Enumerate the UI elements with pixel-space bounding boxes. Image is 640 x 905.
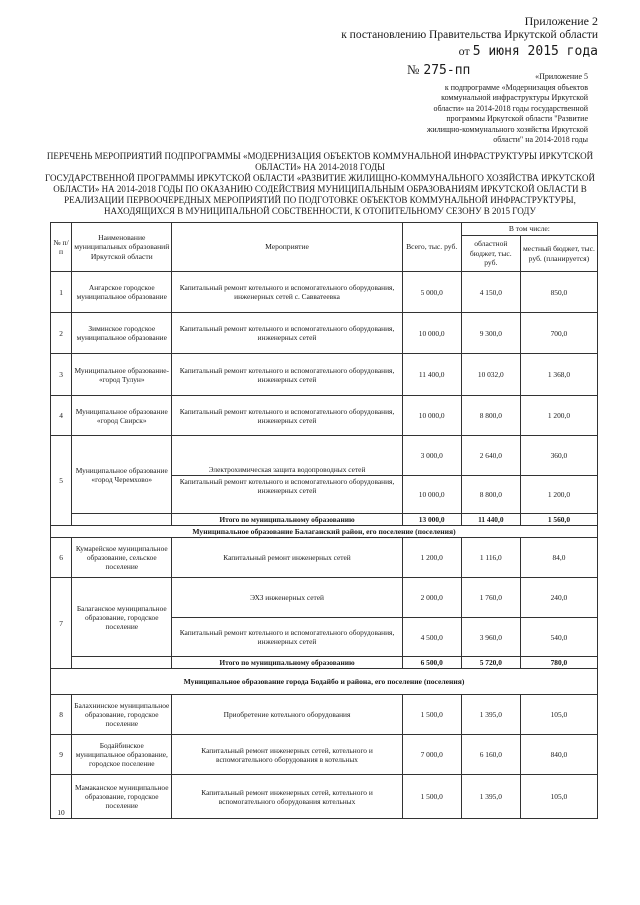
row-total: 4 500,0 xyxy=(402,618,461,657)
subtotal-empty xyxy=(72,657,172,669)
subtotal-row xyxy=(51,514,598,526)
row-name: Балаганское муниципальное образование, городское поселение xyxy=(72,578,172,657)
program-ref-line: «Приложение 5 xyxy=(535,72,588,81)
resolution-date xyxy=(298,44,598,59)
row-num: 10 xyxy=(51,775,72,819)
subtotal-regional: 11 440,0 xyxy=(461,514,520,526)
table-row xyxy=(51,272,598,313)
program-ref-line: к подпрограмме «Модернизация объектов xyxy=(444,82,588,92)
row-num: 5 xyxy=(51,436,72,526)
row-activity: Капитальный ремонт инженерных сетей, котельного и вспомогательного оборудования котельных xyxy=(172,775,402,819)
row-num: 9 xyxy=(51,735,72,775)
activities-table xyxy=(50,222,598,819)
table-row xyxy=(51,436,598,476)
row-local: 1 200,0 xyxy=(520,476,597,514)
row-total: 5 000,0 xyxy=(402,272,461,313)
row-activity: Капитальный ремонт инженерных сетей, котельного и вспомогательного оборудования в котельных xyxy=(172,735,402,775)
title-line: НАХОДЯЩИХСЯ В МУНИЦИПАЛЬНОЙ СОБСТВЕННОСТИ, К ОТОПИТЕЛЬНОМУ СЕЗОНУ В 2015 ГОДУ xyxy=(104,206,536,216)
row-activity: Приобретение котельного оборудования xyxy=(172,695,402,735)
row-regional: 9 300,0 xyxy=(461,313,520,354)
row-activity: Капитальный ремонт котельного и вспомогательного оборудования, инженерных сетей xyxy=(172,476,402,514)
subtotal-total: 6 500,0 xyxy=(402,657,461,669)
program-reference xyxy=(393,72,588,146)
row-num: 1 xyxy=(51,272,72,313)
title-line: ОБЛАСТИ» НА 2014-2018 ГОДЫ ПО ОКАЗАНИЮ СОДЕЙСТВИЯ МУНИЦИПАЛЬНЫМ ОБРАЗОВАНИЯМ ИРКУТСКОЙ ОБЛАСТИ В xyxy=(53,184,587,194)
row-total: 10 000,0 xyxy=(402,476,461,514)
table-row xyxy=(51,735,598,775)
row-name: Муниципальное образование «город Свирск» xyxy=(72,396,172,436)
row-local: 360,0 xyxy=(520,436,597,476)
program-ref-line: области» на 2014-2018 годы государственной xyxy=(433,103,588,113)
appendix-header xyxy=(298,14,598,59)
table-row xyxy=(51,313,598,354)
col-header-including: В том числе: xyxy=(461,223,597,236)
program-ref-line: жилищно-коммунального хозяйства Иркутской xyxy=(426,124,588,134)
row-num: 8 xyxy=(51,695,72,735)
subtotal-local: 780,0 xyxy=(520,657,597,669)
row-regional: 2 640,0 xyxy=(461,436,520,476)
section-heading: Муниципальное образование города Бодайбо и района, его поселение (поселения) xyxy=(51,669,598,695)
document-title xyxy=(40,151,600,217)
row-total: 10 000,0 xyxy=(402,313,461,354)
appendix-label: Приложение 2 xyxy=(524,14,598,28)
row-num: 7 xyxy=(51,578,72,669)
row-num: 6 xyxy=(51,538,72,578)
row-regional: 4 150,0 xyxy=(461,272,520,313)
row-regional: 10 032,0 xyxy=(461,354,520,396)
row-total: 7 000,0 xyxy=(402,735,461,775)
col-header-local: местный бюджет, тыс. руб. (планируется) xyxy=(520,236,597,272)
subtotal-label: Итого по муниципальному образованию xyxy=(172,514,402,526)
row-name: Бодайбинское муниципальное образование, городское поселение xyxy=(72,735,172,775)
subtotal-empty xyxy=(72,514,172,526)
col-header-num: № п/п xyxy=(51,223,72,272)
row-regional: 8 800,0 xyxy=(461,476,520,514)
row-regional: 1 395,0 xyxy=(461,695,520,735)
row-activity: Капитальный ремонт котельного и вспомогательного оборудования, инженерных сетей xyxy=(172,313,402,354)
row-local: 1 368,0 xyxy=(520,354,597,396)
row-activity: Капитальный ремонт котельного и вспомогательного оборудования, инженерных сетей xyxy=(172,354,402,396)
program-ref-line: коммунальной инфраструктуры Иркутской xyxy=(441,93,588,102)
row-local: 540,0 xyxy=(520,618,597,657)
row-name: Мамаканское муниципальное образование, городское поселение xyxy=(72,775,172,819)
col-header-name: Наименование муниципальных образований Иркутской области xyxy=(72,223,172,272)
row-name: Балахнинское муниципальное образование, городское поселение xyxy=(72,695,172,735)
number-value: 275-пп xyxy=(423,63,471,78)
number-sign: № xyxy=(407,62,420,77)
title-line: ГОСУДАРСТВЕННОЙ ПРОГРАММЫ ИРКУТСКОЙ ОБЛАСТИ «РАЗВИТИЕ ЖИЛИЩНО-КОММУНАЛЬНОГО ХОЗЯЙСТВА ИРКУТСКОЙ xyxy=(45,173,595,183)
subtotal-local: 1 560,0 xyxy=(520,514,597,526)
program-ref-line: программы Иркутской области "Развитие xyxy=(446,114,588,123)
row-local: 84,0 xyxy=(520,538,597,578)
row-activity: ЭХЗ инженерных сетей xyxy=(172,578,402,618)
row-num: 3 xyxy=(51,354,72,396)
row-local: 840,0 xyxy=(520,735,597,775)
row-regional: 1 395,0 xyxy=(461,775,520,819)
col-header-total: Всего, тыс. руб. xyxy=(402,223,461,272)
table-row xyxy=(51,354,598,396)
row-activity: Электрохимическая защита водопроводных сетей xyxy=(172,436,402,476)
row-name: Муниципальное образование- «город Тулун» xyxy=(72,354,172,396)
row-local: 105,0 xyxy=(520,775,597,819)
row-local: 700,0 xyxy=(520,313,597,354)
row-total: 1 500,0 xyxy=(402,775,461,819)
row-name: Кумарейское муниципальное образование, сельское поселение xyxy=(72,538,172,578)
table-row xyxy=(51,578,598,618)
row-name: Муниципальное образование «город Черемхово» xyxy=(72,436,172,514)
date-prefix: от xyxy=(458,44,470,58)
row-local: 1 200,0 xyxy=(520,396,597,436)
row-regional: 3 960,0 xyxy=(461,618,520,657)
row-name: Ангарское городское муниципальное образование xyxy=(72,272,172,313)
table-row xyxy=(51,396,598,436)
row-num: 4 xyxy=(51,396,72,436)
row-regional: 1 116,0 xyxy=(461,538,520,578)
row-num: 2 xyxy=(51,313,72,354)
row-local: 850,0 xyxy=(520,272,597,313)
col-header-activity: Мероприятие xyxy=(172,223,402,272)
row-name: Зиминское городское муниципальное образование xyxy=(72,313,172,354)
row-activity: Капитальный ремонт инженерных сетей xyxy=(172,538,402,578)
resolution-label: к постановлению Правительства Иркутской области xyxy=(341,29,598,41)
row-total: 3 000,0 xyxy=(402,436,461,476)
subtotal-row xyxy=(51,657,598,669)
row-regional: 8 800,0 xyxy=(461,396,520,436)
title-line: ПЕРЕЧЕНЬ МЕРОПРИЯТИЙ ПОДПРОГРАММЫ «МОДЕРНИЗАЦИЯ ОБЪЕКТОВ КОММУНАЛЬНОЙ ИНФРАСТРУКТУРЫ ИРКУТСКОЙ xyxy=(46,151,594,161)
subtotal-regional: 5 720,0 xyxy=(461,657,520,669)
row-local: 105,0 xyxy=(520,695,597,735)
table-row xyxy=(51,775,598,819)
row-total: 11 400,0 xyxy=(402,354,461,396)
row-activity: Капитальный ремонт котельного и вспомогательного оборудования, инженерных сетей с. Савватеевка xyxy=(172,272,402,313)
activities-table-wrap xyxy=(50,222,598,819)
section-heading: Муниципальное образование Балаганский район, его поселение (поселения) xyxy=(51,526,598,538)
row-total: 1 200,0 xyxy=(402,538,461,578)
subtotal-label: Итого по муниципальному образованию xyxy=(172,657,402,669)
row-regional: 6 160,0 xyxy=(461,735,520,775)
row-activity: Капитальный ремонт котельного и вспомогательного оборудования, инженерных сетей xyxy=(172,396,402,436)
row-regional: 1 760,0 xyxy=(461,578,520,618)
row-total: 1 500,0 xyxy=(402,695,461,735)
row-total: 10 000,0 xyxy=(402,396,461,436)
program-ref-line: области" на 2014-2018 годы xyxy=(493,135,588,144)
section-row xyxy=(51,526,598,538)
date-value: 5 июня 2015 года xyxy=(472,44,598,59)
row-total: 2 000,0 xyxy=(402,578,461,618)
table-row xyxy=(51,695,598,735)
title-line: ОБЛАСТИ» НА 2014-2018 ГОДЫ xyxy=(255,162,385,172)
row-local: 240,0 xyxy=(520,578,597,618)
table-row xyxy=(51,538,598,578)
col-header-regional: областной бюджет, тыс. руб. xyxy=(461,236,520,272)
subtotal-total: 13 000,0 xyxy=(402,514,461,526)
row-activity: Капитальный ремонт котельного и вспомогательного оборудования, инженерных сетей xyxy=(172,618,402,657)
title-line: РЕАЛИЗАЦИИ ПЕРВООЧЕРЕДНЫХ МЕРОПРИЯТИЙ ПО ПОДГОТОВКЕ ОБЪЕКТОВ КОММУНАЛЬНОЙ ИНФРАСТРУКТУРЫ, xyxy=(64,195,576,205)
section-row xyxy=(51,669,598,695)
